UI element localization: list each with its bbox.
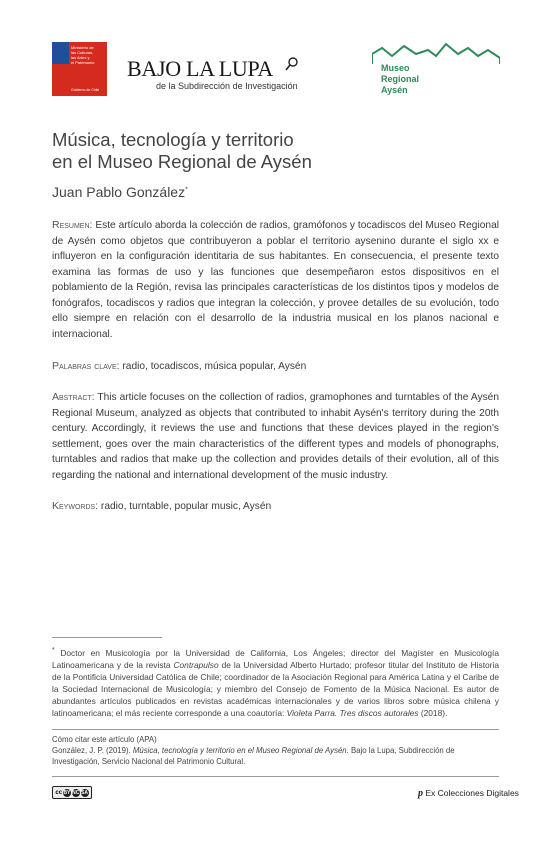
footnote-text: de la Universidad Alberto Hurtado; profesor titular del Instituto de Historia de la Pontificia Universidad Católica de Chile; coordinador de la Asociación Regional para América Latina y el Caribe de la Sociedad Internacional de Musicología; y miembro del Consejo de Fomento de la Música Nacional. Es autor de abundantes artículos publicados en revistas académicas internacionales y de varios libros sobre música chilena y latinoamericana; el más reciente corresponde a una coautoría: — [52, 659, 499, 718]
footnote-text: (2018). — [418, 707, 448, 718]
ministry-line: el Patrimonio — [71, 60, 95, 65]
abstract-text: Este artículo aborda la colección de radios, gramófonos y tocadiscos del Museo Regional de Aysén como objetos que contribuyeron a poblar el territorio aysenino durante el siglo xx e influyeron en la configuración identitaria de sus habitantes. En consecuencia, el presente texto examina las formas de uso y las funciones que desempeñaron estos dispositivos en el poblamiento de la Región, revisa las principales características de los distintos tipos y modelos de fonógrafos, tocadiscos y radios que integran la colección, y provee detalles de su evolución, todo ello siempre en relación con el desarrollo de la industria musical en los planos nacional e internacional. — [52, 220, 499, 340]
government-label: Gobierno de Chile — [71, 88, 100, 92]
article-title-line: en el Museo Regional de Aysén — [52, 151, 312, 172]
series-subtitle-main: Subdirección de Investigación — [178, 81, 298, 91]
footnote-text: Doctor en Musicología por la Universidad de California, Los Ángeles; director del Magíster en Musicología Latinoamericana y de la revista — [52, 647, 499, 670]
citation-block — [52, 734, 499, 767]
abstract-text: This article focuses on the collection of radios, gramophones and turntables of the Aysén Regional Museum, analyzed as objects that contributed to inhabit Aysén's territory during the 20th century. Accordingly, it reviews the use and functions that these devices played in the region's settlement, goes over the main characteristics of the different types and models of phonographs, turntables and radios that make up the collection and provides details of their evolution, all of this regarding the national and international development of the music industry. — [52, 392, 499, 481]
citation-suffix: Bajo la Lupa, Subdirección de Investigación, Servicio Nacional del Patrimonio Cultural. — [52, 746, 455, 766]
magnifier-icon — [285, 57, 299, 71]
keywords-text: radio, tocadiscos, música popular, Aysén — [119, 361, 307, 372]
by-icon: BY — [63, 789, 71, 796]
series-subtitle-prefix: de la — [156, 81, 179, 91]
abstract-label: Resumen: — [52, 219, 93, 231]
book-title: Violeta Parra. Tres discos autorales — [286, 707, 419, 718]
keywords-label: Keywords: — [52, 500, 99, 512]
museum-logo-line: Museo — [381, 63, 410, 73]
author-text: Juan Pablo González — [52, 184, 186, 200]
chile-flag-icon — [52, 42, 69, 96]
journal-name: Contrapulso — [173, 659, 219, 670]
abstract-english — [52, 390, 499, 483]
keywords-label: Palabras clave: — [52, 360, 120, 372]
article-title — [52, 129, 312, 173]
divider — [52, 729, 499, 730]
author-name — [52, 184, 188, 200]
author-footnote — [52, 645, 499, 719]
ministry-line: las Culturas, — [71, 50, 94, 55]
ministry-logo — [52, 42, 107, 96]
nc-icon: NC — [72, 789, 80, 796]
citation-title: Música, tecnología y territorio en el Museo Regional de Aysén. — [132, 746, 349, 755]
museum-logo-line: Regional — [381, 74, 420, 84]
collection-name: Ex Colecciones Digitales — [425, 788, 519, 798]
series-subtitle — [156, 81, 298, 91]
ministry-line: Ministerio de — [71, 45, 94, 50]
ministry-line: las Artes y — [71, 55, 90, 60]
keywords-english — [52, 499, 499, 515]
museum-logo-line: Aysén — [381, 85, 408, 95]
footnote-marker: * — [52, 647, 55, 654]
keywords-spanish — [52, 359, 499, 375]
collection-credit — [418, 788, 519, 799]
citation-label: Cómo citar este artículo (APA) — [52, 735, 157, 744]
abstract-label: Abstract: — [52, 391, 95, 403]
footnote-divider — [52, 637, 162, 638]
citation-text — [52, 745, 499, 767]
abstract-spanish — [52, 218, 499, 342]
museum-logo — [381, 63, 419, 96]
cc-label: cc — [55, 789, 63, 796]
creative-commons-badge — [52, 786, 92, 799]
sa-icon: SA — [81, 789, 89, 796]
keywords-text: radio, turntable, popular music, Aysén — [98, 501, 272, 512]
article-title-line: Música, tecnología y territorio — [52, 129, 294, 150]
collection-mark: p — [418, 788, 423, 799]
citation-prefix: González, J. P. (2019). — [52, 746, 133, 755]
footnote-marker: * — [185, 186, 188, 194]
divider — [52, 776, 499, 777]
series-title: BAJO LA LUPA — [127, 56, 273, 81]
